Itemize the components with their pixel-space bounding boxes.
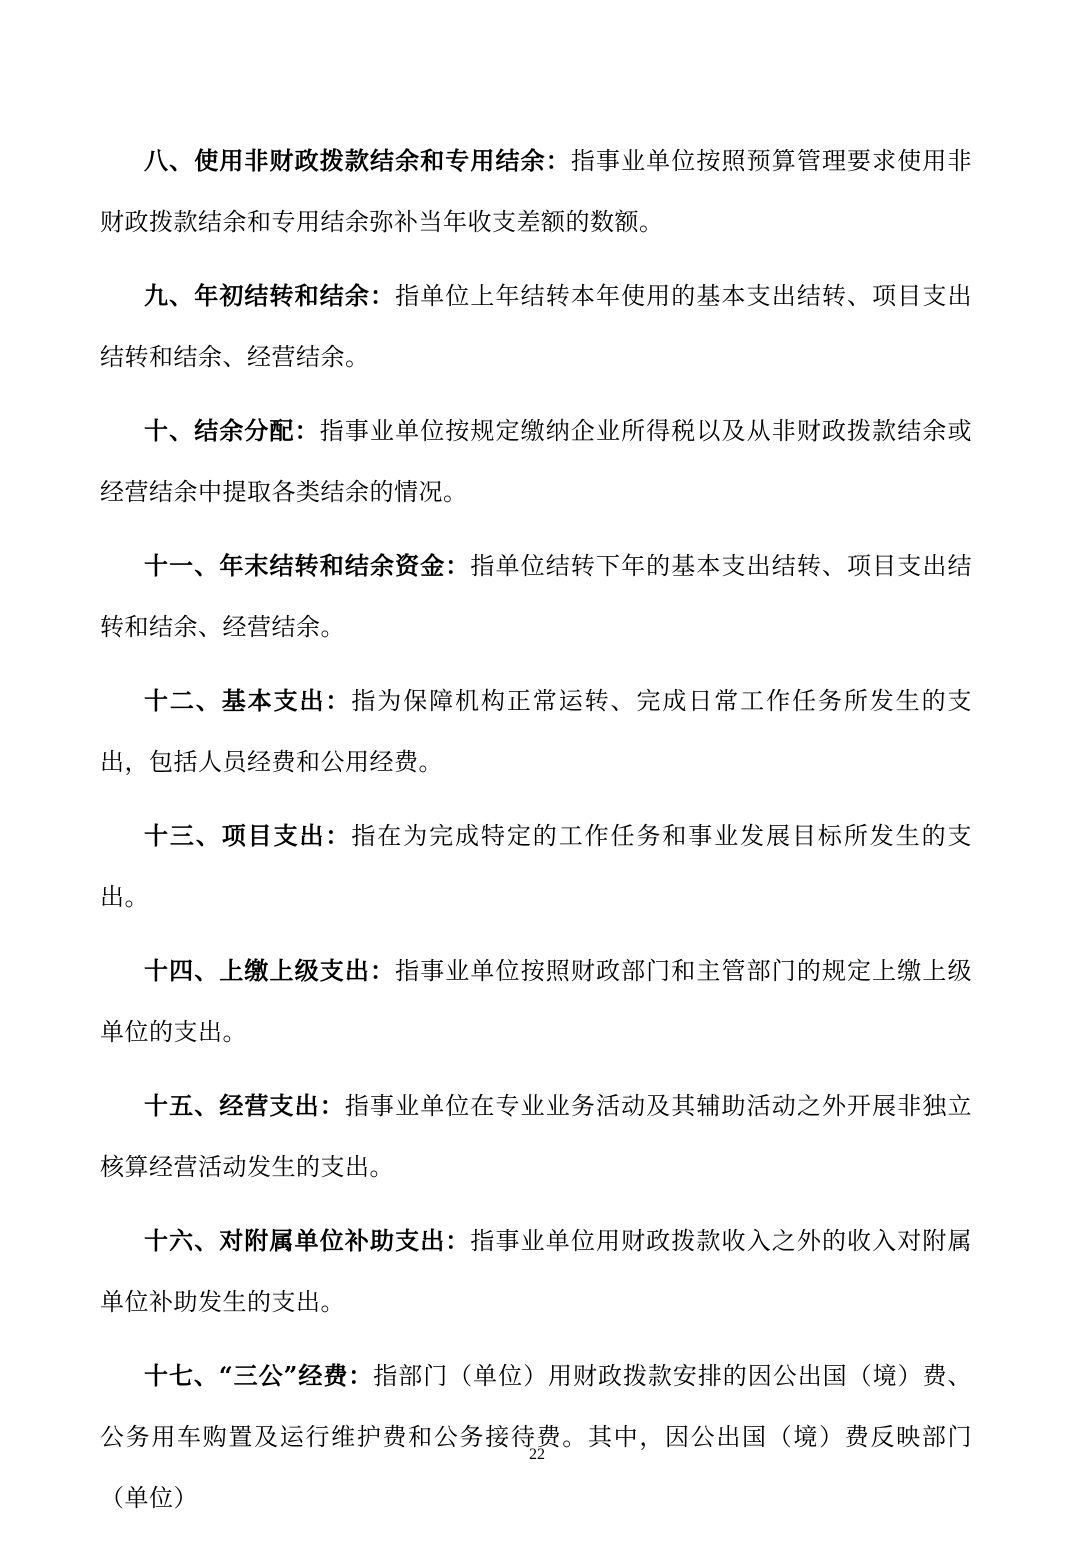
term-definition: 指单位上年结转本年使用的基本支出结转、项目支出结转和结余、经营结余。: [100, 282, 972, 371]
term-definition: 指事业单位在专业业务活动及其辅助活动之外开展非独立核算经营活动发生的支出。: [100, 1092, 972, 1181]
term-heading: 十三、项目支出：: [144, 821, 352, 850]
term-definition: 指为保障机构正常运转、完成日常工作任务所发生的支出，包括人员经费和公用经费。: [100, 687, 973, 776]
paragraph-14: [100, 940, 972, 1063]
document-body: [100, 130, 972, 1541]
paragraph-9: [100, 265, 972, 388]
term-heading: 十一、年末结转和结余资金：: [144, 551, 471, 580]
term-heading: 十四、上缴上级支出：: [144, 956, 396, 985]
term-heading: 十二、基本支出：: [144, 686, 352, 715]
paragraph-12: [100, 670, 972, 793]
term-definition: 指事业单位按照财政部门和主管部门的规定上缴上级单位的支出。: [100, 957, 972, 1046]
term-definition: 指事业单位按规定缴纳企业所得税以及从非财政拨款结余或经营结余中提取各类结余的情况。: [100, 417, 972, 506]
term-heading: 十七、“三公”经费：: [144, 1361, 374, 1390]
term-definition: 指事业单位按照预算管理要求使用非财政拨款结余和专用结余弥补当年收支差额的数额。: [100, 147, 972, 236]
paragraph-17: [100, 1345, 972, 1529]
term-heading: 十五、经营支出：: [144, 1091, 345, 1120]
paragraph-10: [100, 400, 972, 523]
term-heading: 九、年初结转和结余：: [144, 281, 396, 310]
term-definition: 指单位结转下年的基本支出结转、项目支出结转和结余、经营结余。: [100, 552, 972, 641]
term-definition: 指部门（单位）用财政拨款安排的因公出国（境）费、公务用车购置及运行维护费和公务接待费。其中，因公出国（境）费反映部门（单位）: [100, 1362, 973, 1512]
page-number: 22: [529, 1446, 545, 1463]
term-definition: 指事业单位用财政拨款收入之外的收入对附属单位补助发生的支出。: [100, 1227, 972, 1316]
term-heading: 十六、对附属单位补助支出：: [144, 1226, 471, 1255]
term-definition: 指在为完成特定的工作任务和事业发展目标所发生的支出。: [100, 822, 973, 911]
paragraph-11: [100, 535, 972, 658]
paragraph-8: [100, 130, 972, 253]
paragraph-15: [100, 1075, 972, 1198]
paragraph-13: [100, 805, 972, 928]
term-heading: 十、结余分配：: [144, 416, 320, 445]
paragraph-16: [100, 1210, 972, 1333]
term-heading: 八、使用非财政拨款结余和专用结余：: [144, 146, 571, 175]
